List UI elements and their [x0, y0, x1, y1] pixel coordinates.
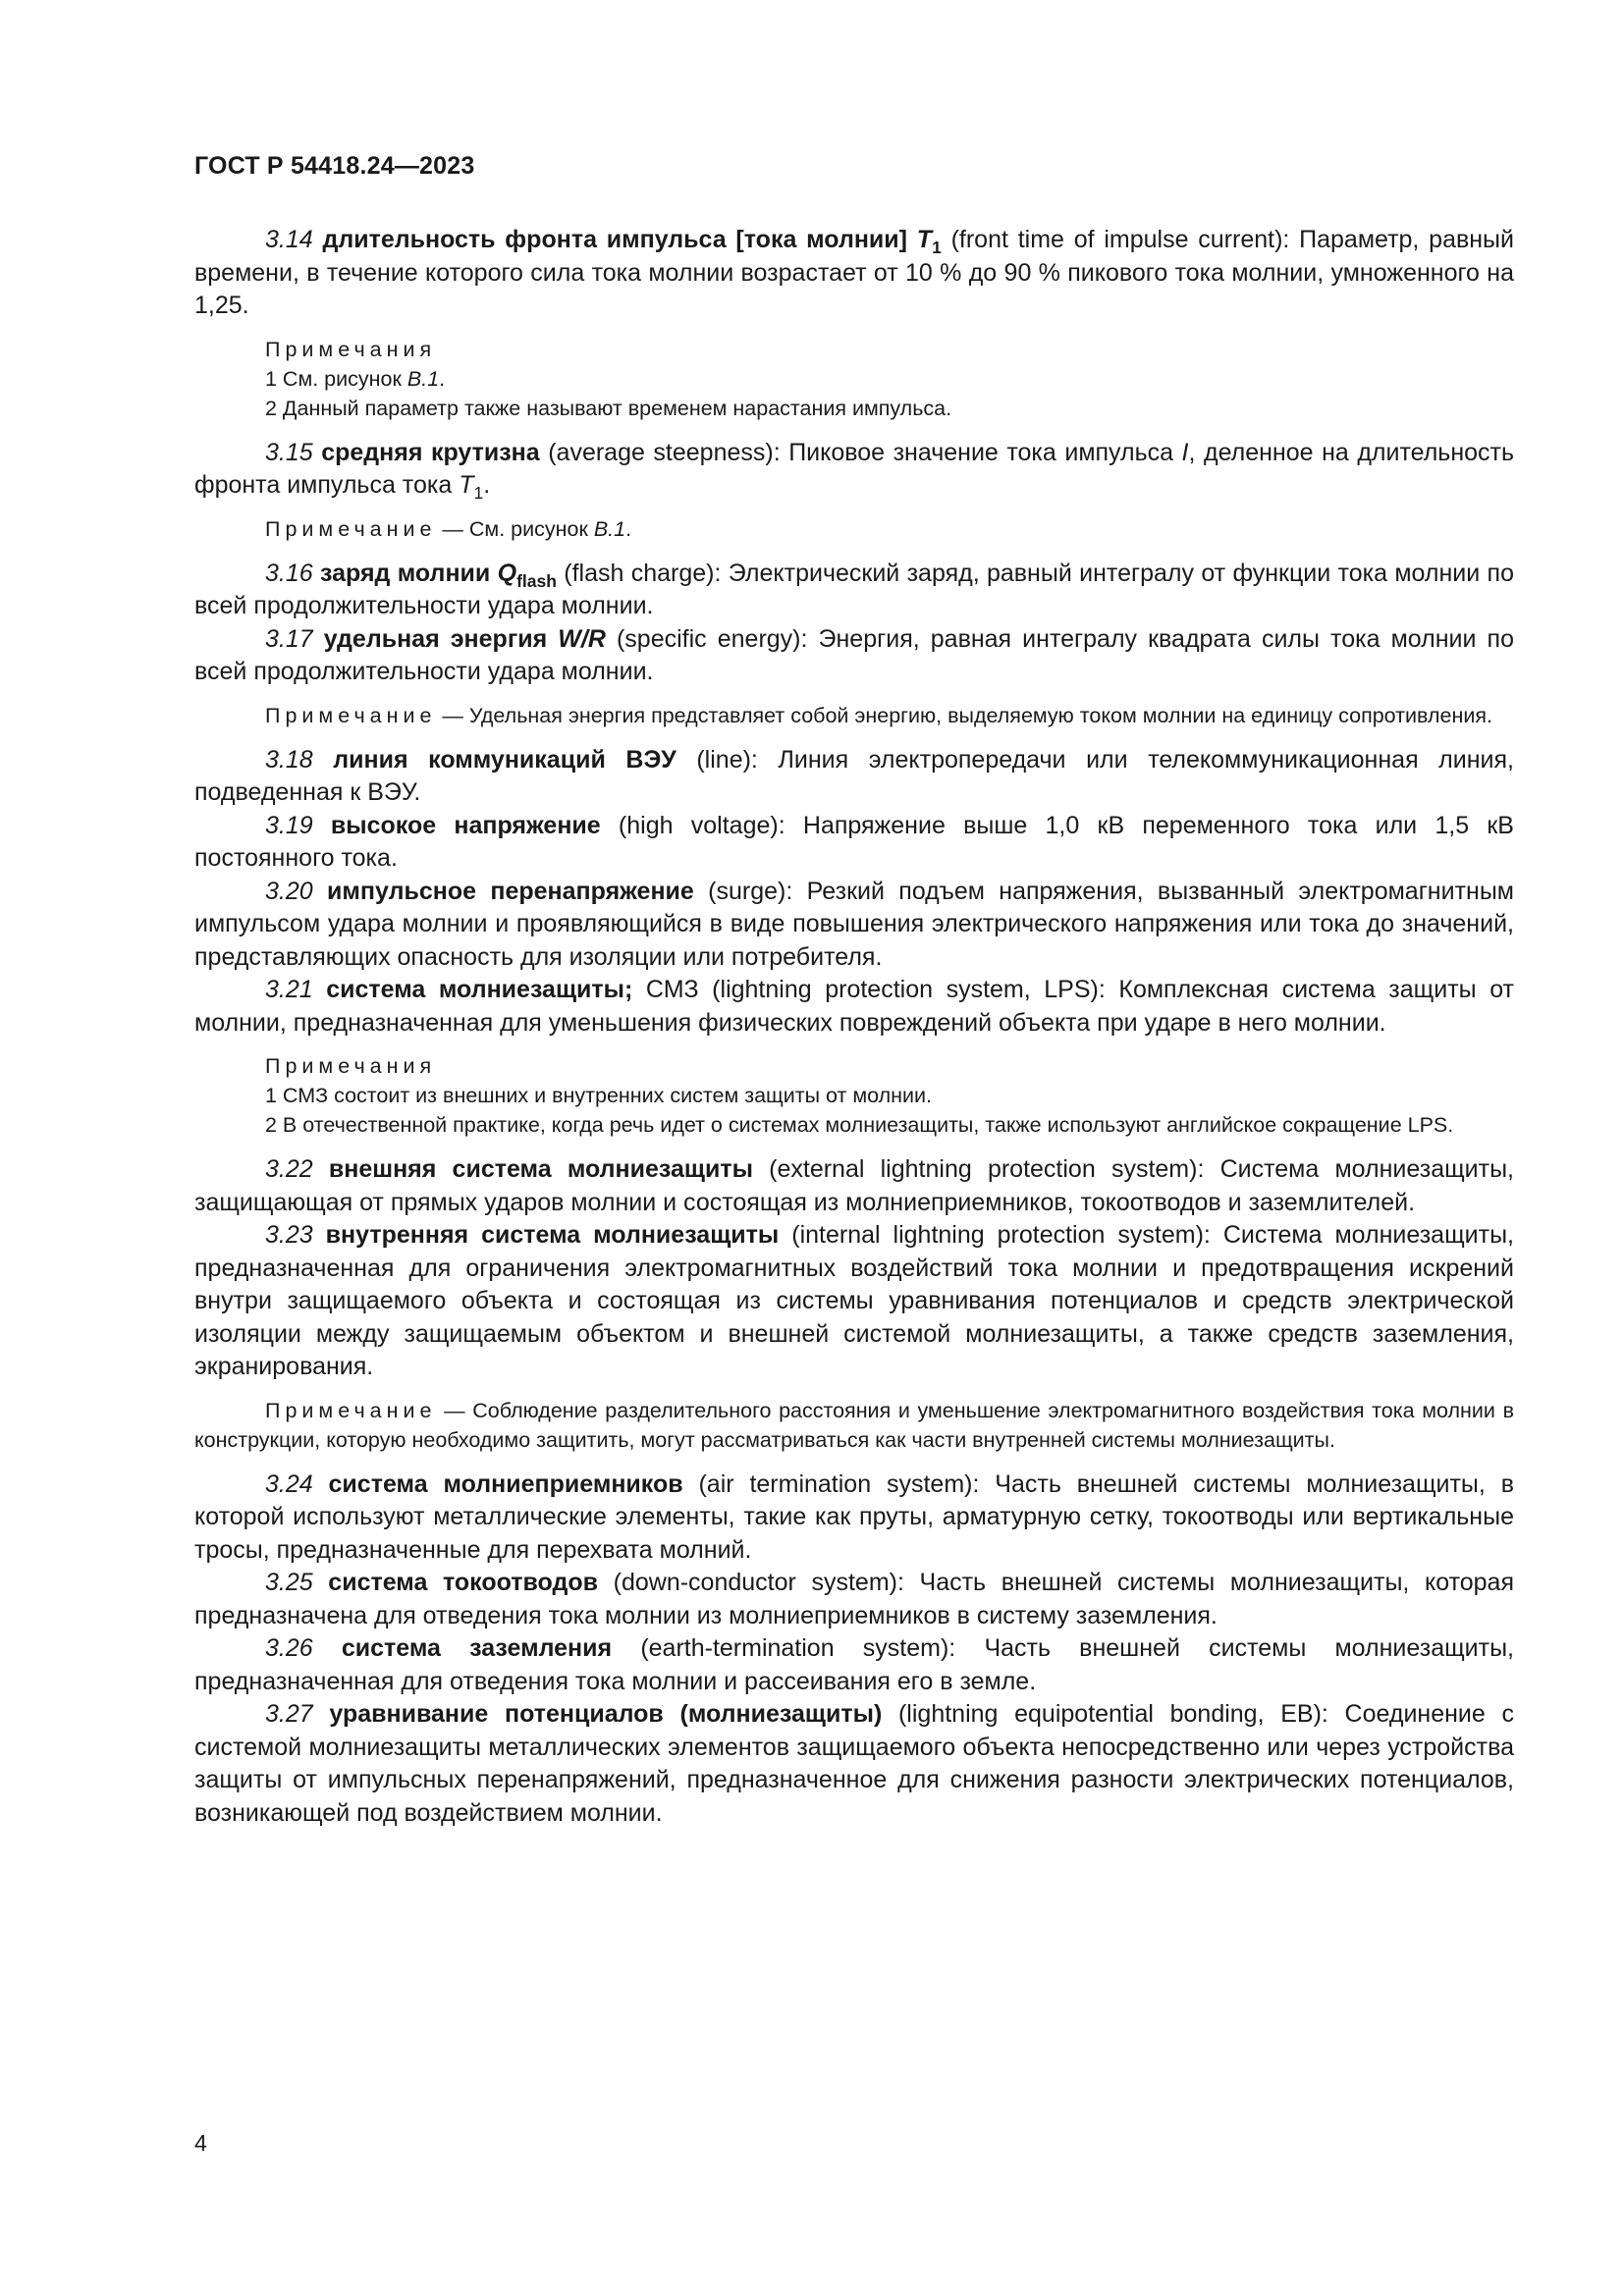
term-3-18: [194, 744, 1514, 810]
page-number: 4: [194, 2130, 207, 2156]
note-label: Примечание: [265, 516, 437, 541]
term-name: средняя крутизна: [321, 438, 540, 466]
term-3-27: [194, 1698, 1514, 1830]
term-number: 3.20: [265, 877, 313, 905]
term-name: удельная энергия: [323, 624, 559, 653]
note-text: 1 См. рисунок: [265, 366, 407, 391]
term-definition: Система молниезащиты, предназначенная для ограничения электромагнитных воздействий тока молнии и предотвращения искрений внутри защищаемого объекта и состоящая из системы уравнивания потенциалов и средств электрической изоляции между защищаемым объектом и внешней системой молниезащиты, а также средств заземления, экранирования.: [194, 1221, 1514, 1380]
term-english: (lightning equipotential bonding, EB):: [882, 1700, 1345, 1728]
note-3-14: [194, 335, 1514, 423]
term-english: (high voltage):: [600, 811, 803, 839]
term-3-17: [194, 623, 1514, 689]
note-line-2: 2 Данный параметр также называют временем нарастания импульса.: [265, 396, 952, 420]
term-number: 3.25: [265, 1569, 313, 1596]
note-title: Примечания: [265, 1054, 437, 1078]
term-definition: Пиковое значение тока импульса: [788, 438, 1182, 466]
term-definition: Энергия, равная интегралу квадрата силы тока молнии по всей продолжительности удара молнии.: [194, 624, 1514, 685]
note-text: — Удельная энергия представляет собой энергию, выделяемую током молнии на единицу сопротивления.: [436, 703, 1492, 727]
term-name: линия коммуникаций ВЭУ: [333, 745, 677, 774]
term-variable: I: [1181, 438, 1189, 466]
term-number: 3.17: [265, 624, 313, 653]
note-text: — См. рисунок: [436, 516, 594, 541]
term-symbol-subscript: flash: [516, 570, 557, 591]
term-english: (internal lightning protection system):: [779, 1221, 1223, 1249]
term-name: система молниеприемников: [328, 1469, 683, 1498]
note-inline: [194, 514, 1514, 544]
note-inline: [194, 1396, 1514, 1455]
note-text: — Соблюдение разделительного расстояния и уменьшение электромагнитного воздействия тока молнии в конструкции, которую необходимо защитить, могут рассматриваться как части внутренней системы молниезащиты.: [194, 1398, 1514, 1452]
term-symbol: Q: [497, 559, 517, 587]
term-3-23: [194, 1219, 1514, 1384]
note-label: Примечание: [265, 703, 437, 727]
term-3-21: [194, 974, 1514, 1040]
figure-reference: В.1: [406, 366, 440, 391]
term-name: импульсное перенапряжение: [327, 877, 694, 905]
note-line-1: [194, 364, 1514, 394]
term-definition: Соединение с системой молниезащиты металлических элементов защищаемого объекта непосредственно или через устройства защиты от импульсных перенапряжений, предназначенное для снижения разности электрических потенциалов, возникающей под воздействием молнии.: [194, 1700, 1514, 1827]
term-number: 3.14: [265, 226, 313, 253]
note-inline: [194, 701, 1514, 730]
terms-section: [194, 224, 1514, 1830]
term-english: (down-conductor system):: [598, 1569, 920, 1596]
term-english: (specific energy):: [605, 624, 819, 653]
term-number: 3.23: [265, 1221, 313, 1249]
term-3-25: [194, 1567, 1514, 1632]
term-definition: Комплексная система защиты от молнии, предназначенная для уменьшения физических повреждений объекта при ударе в него молнии.: [194, 976, 1514, 1037]
note-title: Примечания: [265, 337, 437, 361]
term-name: система заземления: [341, 1634, 613, 1662]
term-english: (flash charge):: [556, 559, 729, 587]
term-number: 3.19: [265, 811, 313, 839]
term-definition: Линия электропередачи или телекоммуникационная линия, подведенная к ВЭУ.: [194, 745, 1514, 806]
term-number: 3.27: [265, 1700, 313, 1728]
term-name: внешняя система молниезащиты: [328, 1155, 753, 1183]
term-name: уравнивание потенциалов (молниезащиты): [329, 1700, 883, 1728]
term-3-14: [194, 224, 1514, 323]
term-definition: Напряжение выше 1,0 кВ переменного тока или 1,5 кВ постоянного тока.: [194, 811, 1514, 872]
term-symbol: T: [459, 471, 474, 499]
term-name: заряд молнии: [320, 559, 498, 587]
term-number: 3.26: [265, 1634, 313, 1662]
term-symbol: W/R: [558, 624, 606, 653]
term-english: (front time of impulse current):: [941, 226, 1300, 253]
term-number: 3.15: [265, 438, 313, 466]
term-definition: Параметр, равный времени, в течение которого сила тока молнии возрастает от 10 % до 90 % пикового тока молнии, умноженного на 1,25.: [194, 226, 1514, 319]
term-number: 3.24: [265, 1469, 313, 1498]
figure-reference: В.1: [593, 516, 626, 541]
term-number: 3.21: [265, 976, 313, 1003]
term-3-26: [194, 1632, 1514, 1698]
term-3-16: [194, 558, 1514, 623]
term-number: 3.16: [265, 559, 313, 587]
term-3-22: [194, 1153, 1514, 1219]
term-english: (earth-termination system):: [612, 1634, 985, 1662]
document-header: ГОСТ Р 54418.24—2023: [194, 152, 475, 180]
term-3-24: [194, 1468, 1514, 1568]
term-definition: Резкий подъем напряжения, вызванный электромагнитным импульсом удара молнии и проявляющийся в виде повышения электрического напряжения или тока до значений, представляющих опасность для изоляции или потребителя.: [194, 877, 1514, 971]
term-english: (line):: [676, 745, 779, 774]
note-line-2: 2 В отечественной практике, когда речь идет о системах молниезащиты, также используют английское сокращение LPS.: [265, 1113, 1454, 1137]
term-english: (external lightning protection system):: [752, 1155, 1220, 1183]
term-3-15: [194, 437, 1514, 503]
note-3-23: [194, 1396, 1514, 1455]
term-english: (air termination system):: [682, 1469, 996, 1498]
term-symbol: T: [916, 226, 933, 253]
term-name: длительность фронта импульса [тока молнии]: [322, 226, 917, 253]
term-3-19: [194, 810, 1514, 876]
term-definition: Часть внешней системы молниезащиты, которая предназначена для отведения тока молнии из молниеприемников в систему заземления.: [194, 1569, 1514, 1629]
term-symbol-subscript: 1: [932, 238, 942, 257]
term-symbol-subscript: 1: [473, 483, 484, 503]
note-line-1: 1 СМЗ состоит из внешних и внутренних систем защиты от молнии.: [265, 1084, 932, 1107]
term-3-20: [194, 876, 1514, 975]
term-definition: Часть внешней системы молниезащиты, предназначенная для отведения тока молнии и рассеивания его в земле.: [194, 1634, 1515, 1695]
note-3-17: [194, 701, 1514, 730]
term-name: высокое напряжение: [330, 811, 601, 839]
term-name: система токоотводов: [328, 1569, 599, 1596]
term-english: (surge):: [693, 877, 807, 905]
term-number: 3.18: [265, 745, 313, 774]
note-text: .: [439, 366, 446, 391]
term-definition: Система молниезащиты, защищающая от прямых ударов молнии и состоящая из молниеприемников, токоотводов и заземлителей.: [194, 1155, 1514, 1216]
term-definition: Часть внешней системы молниезащиты, в которой используют металлические элементы, такие как пруты, арматурную сетку, токоотводы или вертикальные тросы, предназначенные для перехвата молний.: [194, 1469, 1514, 1564]
term-definition: , деленное на длительность фронта импульса тока: [194, 438, 1515, 499]
term-english: (average steepness):: [539, 438, 789, 466]
term-definition: .: [483, 471, 491, 499]
note-3-21: [194, 1051, 1514, 1140]
note-label: Примечание: [265, 1398, 437, 1422]
note-3-15: [194, 514, 1514, 544]
term-number: 3.22: [265, 1155, 313, 1183]
note-text: .: [625, 516, 632, 541]
term-definition: Электрический заряд, равный интегралу от функции тока молнии по всей продолжительности удара молнии.: [194, 559, 1515, 619]
term-english: СМЗ (lightning protection system, LPS):: [632, 976, 1119, 1003]
term-name: система молниезащиты;: [326, 976, 633, 1003]
term-name: внутренняя система молниезащиты: [325, 1221, 780, 1249]
